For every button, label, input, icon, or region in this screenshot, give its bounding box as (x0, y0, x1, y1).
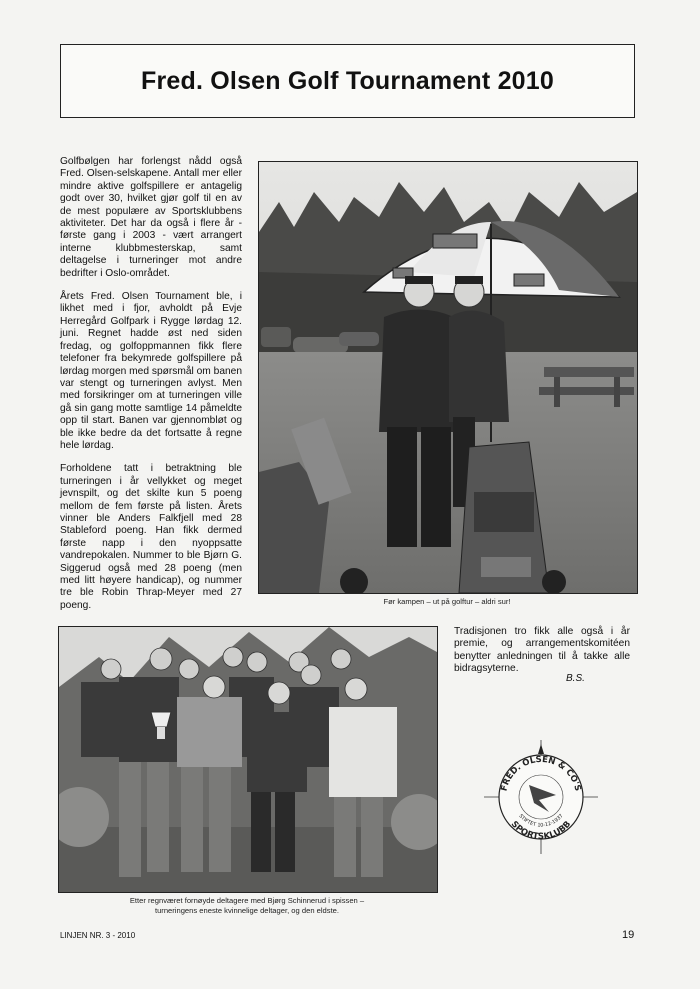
article-title: Fred. Olsen Golf Tournament 2010 (141, 66, 554, 95)
logo-text-bottom: SPORTSKLUBB (508, 819, 574, 843)
group-photo (58, 626, 438, 893)
paragraph-1: Golfbølgen har forlengst nådd også Fred. Olsen-selskapene. Antall mer eller mindre aktive golfspillere er antagelig godt over 30, hvilket gjør golf til en av de mest populære av Sportsklubbens aktiviteter. Det har da også i flere år - første gang i 2003 - vært arrangert interne klubbmesterskap, samt deltagelse i turneringer mot andre bedrifter i Oslo-området. (60, 156, 242, 279)
bottom-caption-line-2: turneringens eneste kvinnelige deltager, og den eldste. (154, 905, 340, 915)
issue-label: LINJEN NR. 3 - 2010 (60, 931, 136, 940)
golfers-umbrella-photo (258, 161, 638, 594)
golfers-umbrella-image (259, 162, 637, 593)
signature: B.S. (566, 673, 585, 684)
page-number: 19 (622, 929, 635, 941)
paragraph-2: Årets Fred. Olsen Tournament ble, i likhet med i fjor, avholdt på Evje Herregård Golfpark i Rygge lørdag 12. juni. Regnet hadde øst ned siden fredag, og golfoppmannen fikk flere telefoner fra bekymrede golfspillere på lørdag morgen med spørsmål om banen var stengt og turneringen avlyst. Men med forsikringer om at turneringen ville gå sin gang motte samtlige 14 påmeldte opp til start. Banen var gjennombløt og ble ikke bedre da det fortsatte å regne hele lørdag. (60, 291, 242, 451)
article-body (60, 156, 242, 623)
top-photo-caption: Før kampen – ut på golftur – aldri sur! (383, 597, 511, 606)
logo-text-top: FRED. OLSEN & CO'S (499, 754, 583, 793)
sportsklubb-logo (484, 740, 598, 854)
bottom-caption-line-1: Etter regnværet fornøyde deltagere med Bjørg Schinnerud i spissen – (129, 896, 365, 905)
title-box (60, 44, 635, 118)
logo-founded: STIFTET 10-12-1937 (517, 813, 565, 829)
paragraph-3: Forholdene tatt i betraktning ble turneringen i år vellykket og meget jevnspilt, og det skilte kun 5 poeng mellom de fem første på listen. Årets vinner ble Anders Falkfjell med 28 Stableford poeng. Han fikk dermed første napp i den nyoppsatte vandrepokalen. Nummer to ble Bjørn G. Siggerud også med 28 poeng (men med litt høyere handicap), og nummer tre ble Robin Thrap-Meyer med 27 poeng. (60, 463, 242, 611)
group-image (59, 627, 437, 892)
bottom-photo-caption (58, 896, 436, 915)
closing-paragraph: Tradisjonen tro fikk alle også i år premie, og arrangementskomitéen benytter anledningen til å takke alle bidragsyterne. (454, 626, 630, 675)
